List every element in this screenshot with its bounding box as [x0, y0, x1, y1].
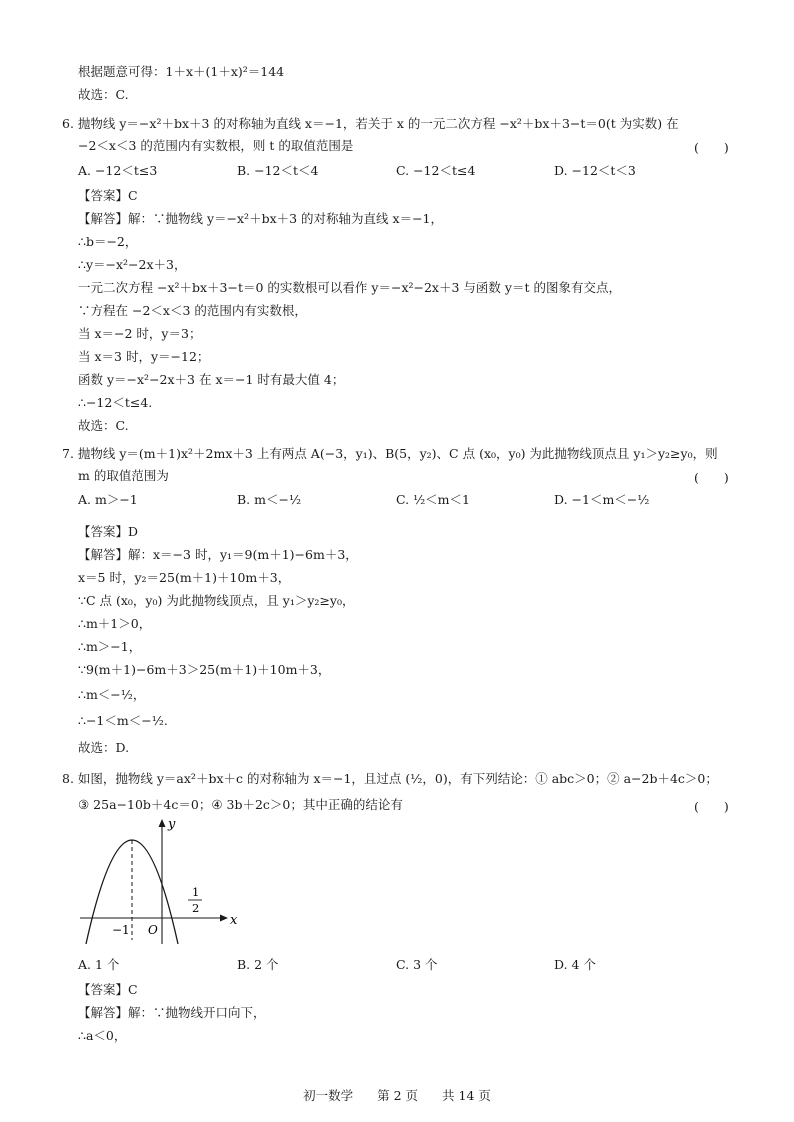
half-label-numerator: 1: [192, 885, 200, 899]
question-8-stem-cont: ③ 25a−10b＋4c＝0；④ 3b＋2c＞0；其中正确的结论有: [78, 797, 403, 812]
footer-page-total: 共 14 页: [442, 1088, 491, 1103]
solution-line: ∵9(m＋1)−6m＋3＞25(m＋1)＋10m＋3，: [78, 662, 331, 677]
q6-option-c: C. −12＜t≤4: [396, 163, 476, 178]
solution-line: 函数 y＝−x²−2x＋3 在 x＝−1 时有最大值 4；: [78, 372, 345, 387]
question-7-stem: 7. 抛物线 y＝(m＋1)x²＋2mx＋3 上有两点 A(−3，y₁)、B(5，y₂)、C 点 (x₀，y₀) 为此抛物线顶点且 y₁＞y₂≥y₀，则: [62, 446, 718, 461]
answer-line: 【答案】D: [78, 524, 139, 539]
q7-option-b: B. m＜−½: [237, 492, 302, 507]
question-6-stem-cont: −2＜x＜3 的范围内有实数根，则 t 的取值范围是: [78, 138, 354, 153]
neg-one-label: −1: [112, 923, 130, 937]
text-line: 根据题意可得：1＋x＋(1＋x)²＝144: [78, 64, 285, 79]
parabola-figure: [74, 812, 244, 947]
q8-option-d: D. 4 个: [554, 957, 596, 972]
solution-line: ∴m＞−1，: [78, 639, 142, 654]
answer-line: 【答案】C: [78, 982, 138, 997]
half-label-denominator: 2: [192, 901, 200, 915]
question-6-stem: 6. 抛物线 y＝−x²＋bx＋3 的对称轴为直线 x＝−1，若关于 x 的一元二次方程 −x²＋bx＋3−t＝0(t 为实数) 在: [62, 116, 679, 131]
y-axis-label: y: [168, 817, 176, 832]
y-axis-arrow: [159, 819, 166, 827]
solution-line: ∴−12＜t≤4.: [78, 395, 153, 410]
answer-paren: ( ): [694, 799, 729, 814]
q8-option-b: B. 2 个: [237, 957, 279, 972]
solution-line: 当 x＝3 时，y＝−12；: [78, 349, 210, 364]
solution-line: 故选：D.: [78, 740, 130, 755]
solution-line: 【解答】解：x＝−3 时，y₁＝9(m＋1)−6m＋3，: [78, 547, 358, 562]
x-axis-label: x: [230, 913, 238, 928]
q6-option-b: B. −12＜t＜4: [237, 163, 319, 178]
solution-line: ∴−1＜m＜−½.: [78, 713, 168, 728]
solution-line: ∴m＜−½，: [78, 687, 146, 702]
q7-option-a: A. m＞−1: [78, 492, 138, 507]
solution-line: ∴y＝−x²−2x＋3，: [78, 257, 187, 272]
solution-line: ∴a＜0，: [78, 1028, 127, 1043]
solution-line: ∵C 点 (x₀，y₀) 为此抛物线顶点，且 y₁＞y₂≥y₀，: [78, 593, 355, 608]
solution-line: ∴b＝−2，: [78, 234, 138, 249]
text-line: 故选：C.: [78, 87, 129, 102]
answer-paren: ( ): [694, 470, 729, 485]
q6-option-a: A. −12＜t≤3: [78, 163, 158, 178]
solution-line: 故选：C.: [78, 418, 129, 433]
solution-line: 当 x＝−2 时，y＝3；: [78, 326, 202, 341]
origin-label: O: [148, 923, 158, 937]
solution-line: 【解答】解：∵抛物线开口向下，: [78, 1005, 266, 1020]
answer-paren: ( ): [694, 140, 729, 155]
q8-option-c: C. 3 个: [396, 957, 438, 972]
solution-line: x＝5 时，y₂＝25(m＋1)＋10m＋3，: [78, 570, 291, 585]
footer-page-number: 第 2 页: [377, 1088, 419, 1103]
q7-option-c: C. ½＜m＜1: [396, 492, 470, 507]
solution-line: ∵方程在 −2＜x＜3 的范围内有实数根，: [78, 303, 307, 318]
page-footer: [0, 1086, 794, 1104]
x-axis-arrow: [220, 915, 228, 922]
solution-line: 一元二次方程 −x²＋bx＋3−t＝0 的实数根可以看作 y＝−x²−2x＋3 与函数 y＝t 的图象有交点，: [78, 280, 621, 295]
answer-line: 【答案】C: [78, 188, 138, 203]
footer-subject: 初一数学: [303, 1088, 354, 1103]
question-8-stem: 8. 如图，抛物线 y＝ax²＋bx＋c 的对称轴为 x＝−1，且过点 (½，0)，有下列结论：① abc＞0；② a−2b＋4c＞0；: [62, 771, 718, 786]
q8-option-a: A. 1 个: [78, 957, 120, 972]
solution-line: 【解答】解：∵抛物线 y＝−x²＋bx＋3 的对称轴为直线 x＝−1，: [78, 211, 443, 226]
q7-option-d: D. −1＜m＜−½: [554, 492, 650, 507]
question-7-stem-cont: m 的取值范围为: [78, 468, 169, 483]
q6-option-d: D. −12＜t＜3: [554, 163, 636, 178]
solution-line: ∴m＋1＞0，: [78, 616, 152, 631]
